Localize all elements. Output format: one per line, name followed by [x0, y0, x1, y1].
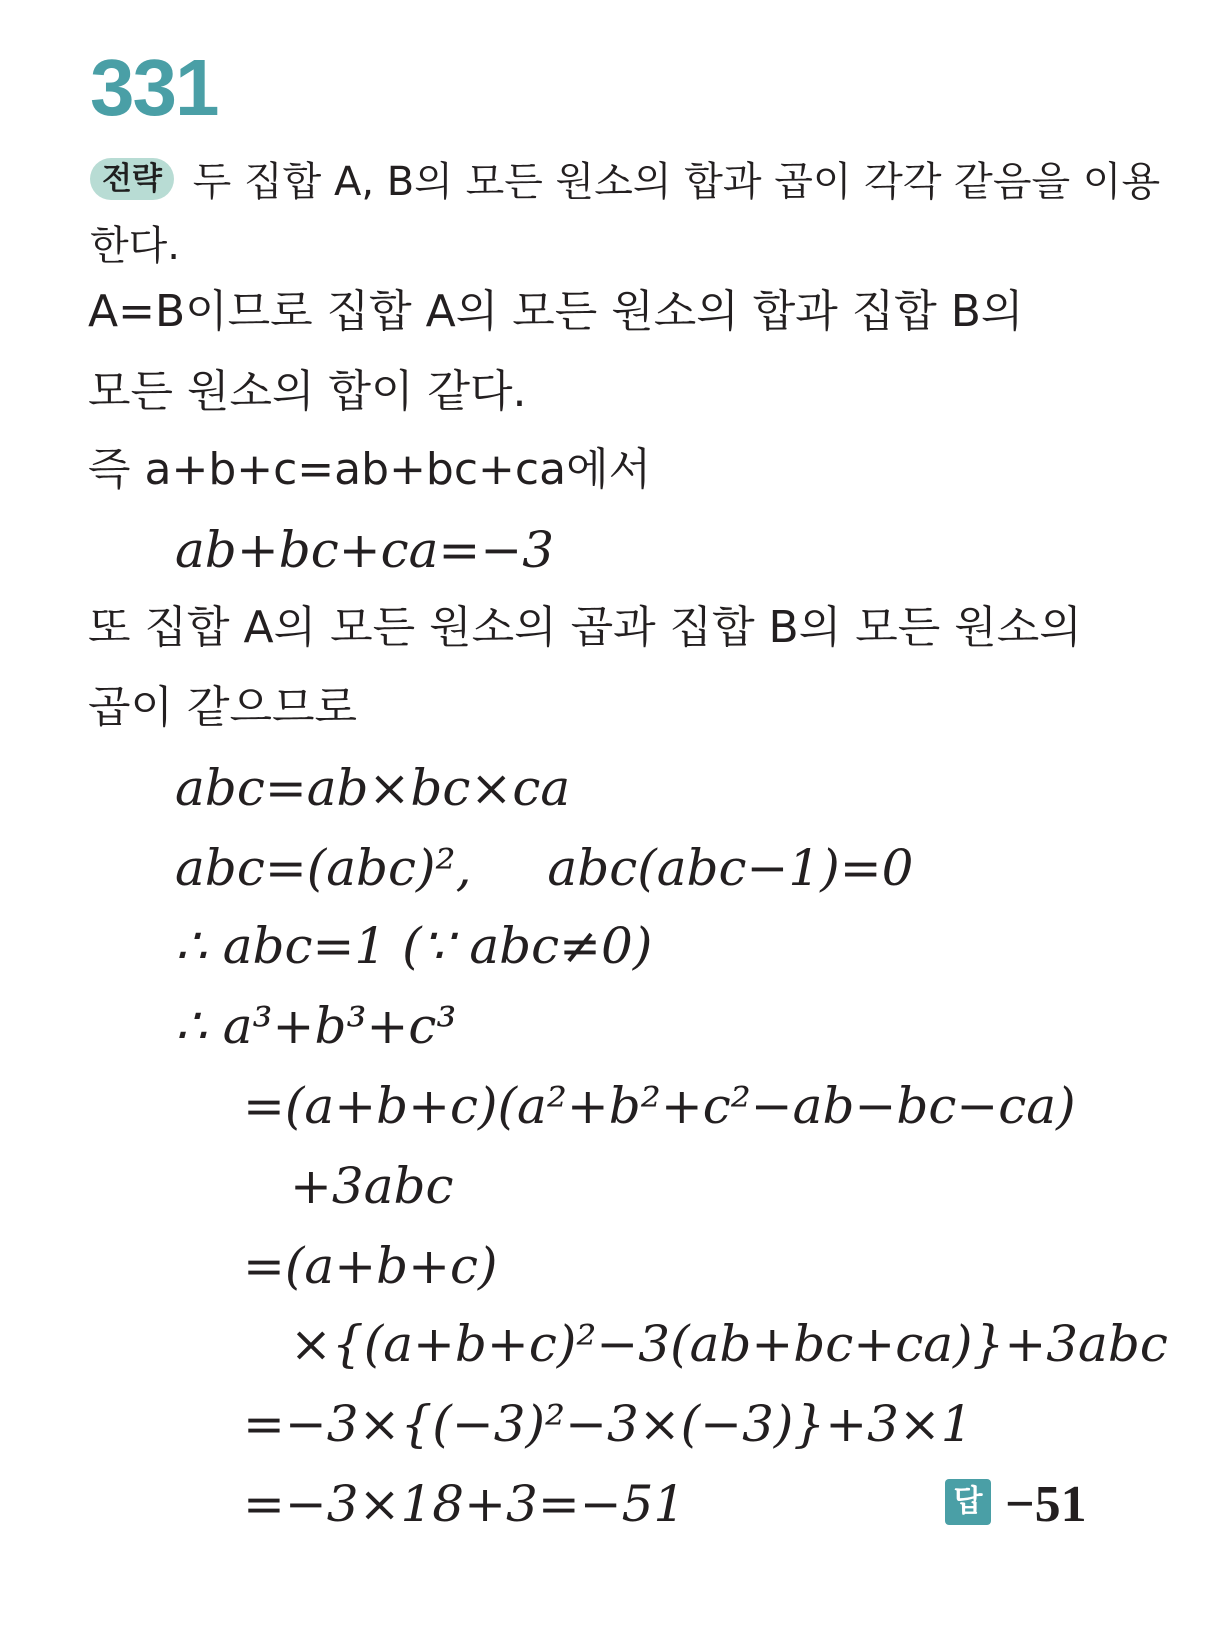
equation-line-4: ab+bc+ca=−3 — [175, 521, 555, 579]
strategy-block — [90, 150, 1170, 278]
equation-line-8: abc=(abc)², abc(abc−1)=0 — [175, 839, 914, 897]
strategy-text: 두 집합 A, B의 모든 원소의 합과 곱이 각각 같음을 이용한다. — [90, 159, 1161, 269]
equation-line-9: ∴ abc=1 (∵ abc≠0) — [175, 917, 653, 975]
equation-line-12: +3abc — [290, 1157, 454, 1215]
answer-badge: 답 — [945, 1479, 991, 1525]
solution-line-2: 모든 원소의 합이 같다. — [88, 366, 527, 417]
equation-line-10: ∴ a³+b³+c³ — [175, 997, 457, 1055]
equation-line-16: =−3×18+3=−51 — [243, 1475, 686, 1533]
equation-line-7: abc=ab×bc×ca — [175, 759, 571, 817]
strategy-badge: 전략 — [90, 158, 174, 200]
solution-line-6: 곱이 같으므로 — [88, 682, 358, 733]
solution-line-3: 즉 a+b+c=ab+bc+ca에서 — [88, 444, 652, 495]
answer-block — [945, 1475, 1087, 1534]
equation-line-14: ×{(a+b+c)²−3(ab+bc+ca)}+3abc — [290, 1315, 1168, 1373]
problem-number: 331 — [90, 43, 218, 132]
equation-line-15: =−3×{(−3)²−3×(−3)}+3×1 — [243, 1395, 973, 1453]
equation-line-13: =(a+b+c) — [243, 1237, 498, 1295]
answer-value: −51 — [1005, 1476, 1087, 1533]
solution-line-1: A=B이므로 집합 A의 모든 원소의 합과 집합 B의 — [88, 286, 1024, 337]
equation-line-11: =(a+b+c)(a²+b²+c²−ab−bc−ca) — [243, 1077, 1076, 1135]
solution-line-5: 또 집합 A의 모든 원소의 곱과 집합 B의 모든 원소의 — [88, 602, 1082, 653]
